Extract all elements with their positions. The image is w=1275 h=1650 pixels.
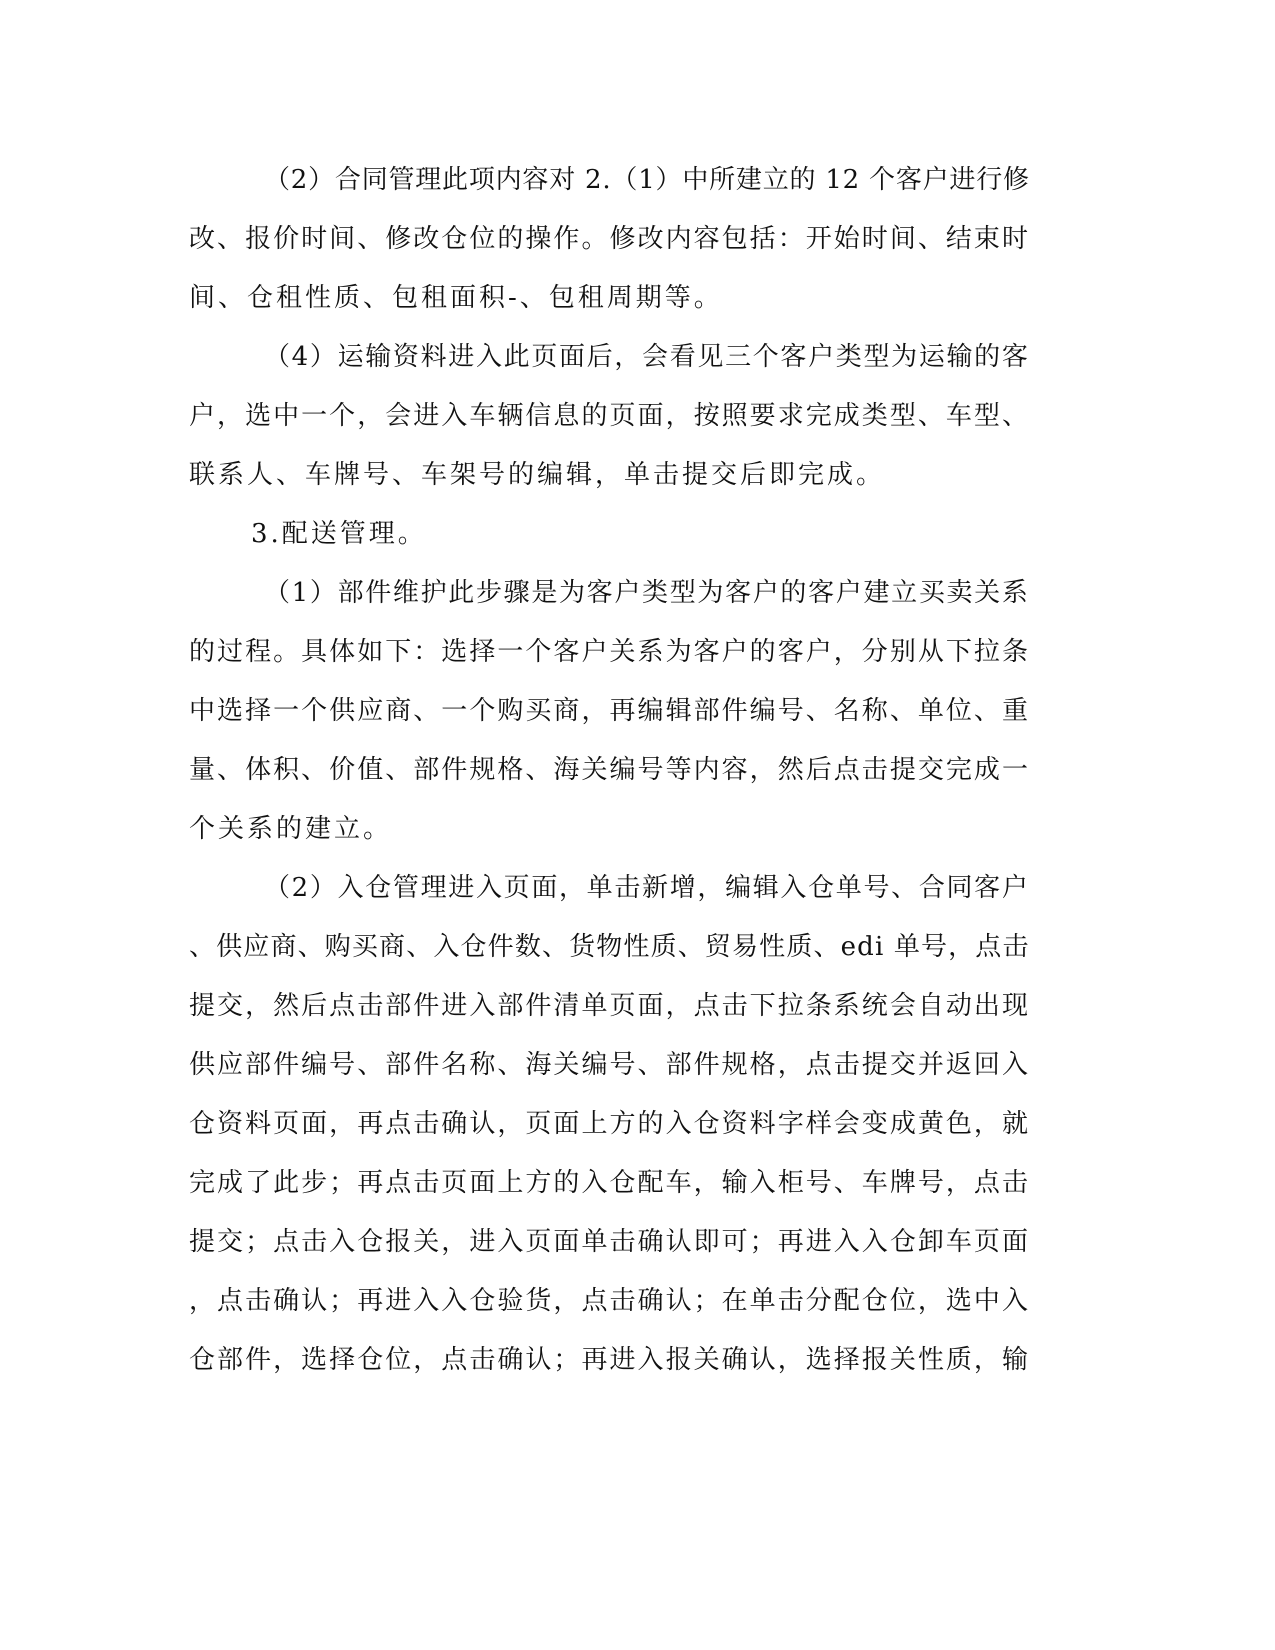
paragraph-line: 量、体积、价值、部件规格、海关编号等内容，然后点击提交完成一 [189, 755, 1031, 785]
paragraph-line: 的过程。具体如下：选择一个客户关系为客户的客户，分别从下拉条 [189, 637, 1031, 667]
paragraph-line: 提交；点击入仓报关，进入页面单击确认即可；再进入入仓卸车页面 [189, 1227, 1031, 1257]
paragraph-line: （2）入仓管理进入页面，单击新增，编辑入仓单号、合同客户 [264, 873, 1030, 903]
paragraph-line: 仓部件，选择仓位，点击确认；再进入报关确认，选择报关性质，输 [189, 1345, 1031, 1375]
paragraph-line: 完成了此步；再点击页面上方的入仓配车，输入柜号、车牌号，点击 [189, 1168, 1031, 1198]
section-heading: 3.配送管理。 [251, 519, 427, 549]
paragraph-line: 个关系的建立。 [189, 814, 393, 844]
paragraph-line: 联系人、车牌号、车架号的编辑，单击提交后即完成。 [189, 460, 886, 490]
paragraph-line: ，点击确认；再进入入仓验货，点击确认；在单击分配仓位，选中入 [189, 1286, 1031, 1316]
paragraph-line: （1）部件维护此步骤是为客户类型为客户的客户建立买卖关系 [264, 578, 1030, 608]
paragraph-line: 中选择一个供应商、一个购买商，再编辑部件编号、名称、单位、重 [189, 696, 1031, 726]
paragraph-line: 改、报价时间、修改仓位的操作。修改内容包括：开始时间、结束时 [189, 224, 1031, 254]
paragraph-line: 仓资料页面，再点击确认，页面上方的入仓资料字样会变成黄色，就 [189, 1109, 1031, 1139]
paragraph-line: 间、仓租性质、包租面积-、包租周期等。 [189, 283, 723, 313]
paragraph-line: （4）运输资料进入此页面后，会看见三个客户类型为运输的客 [264, 342, 1030, 372]
paragraph-line: 供应部件编号、部件名称、海关编号、部件规格，点击提交并返回入 [189, 1050, 1031, 1080]
paragraph-line: 户，选中一个，会进入车辆信息的页面，按照要求完成类型、车型、 [189, 401, 1031, 431]
paragraph-line: 提交，然后点击部件进入部件清单页面，点击下拉条系统会自动出现 [189, 991, 1031, 1021]
paragraph-line: （2）合同管理此项内容对 2.（1）中所建立的 12 个客户进行修 [264, 165, 1030, 195]
paragraph-line: 、供应商、购买商、入仓件数、货物性质、贸易性质、edi 单号，点击 [189, 932, 1030, 962]
